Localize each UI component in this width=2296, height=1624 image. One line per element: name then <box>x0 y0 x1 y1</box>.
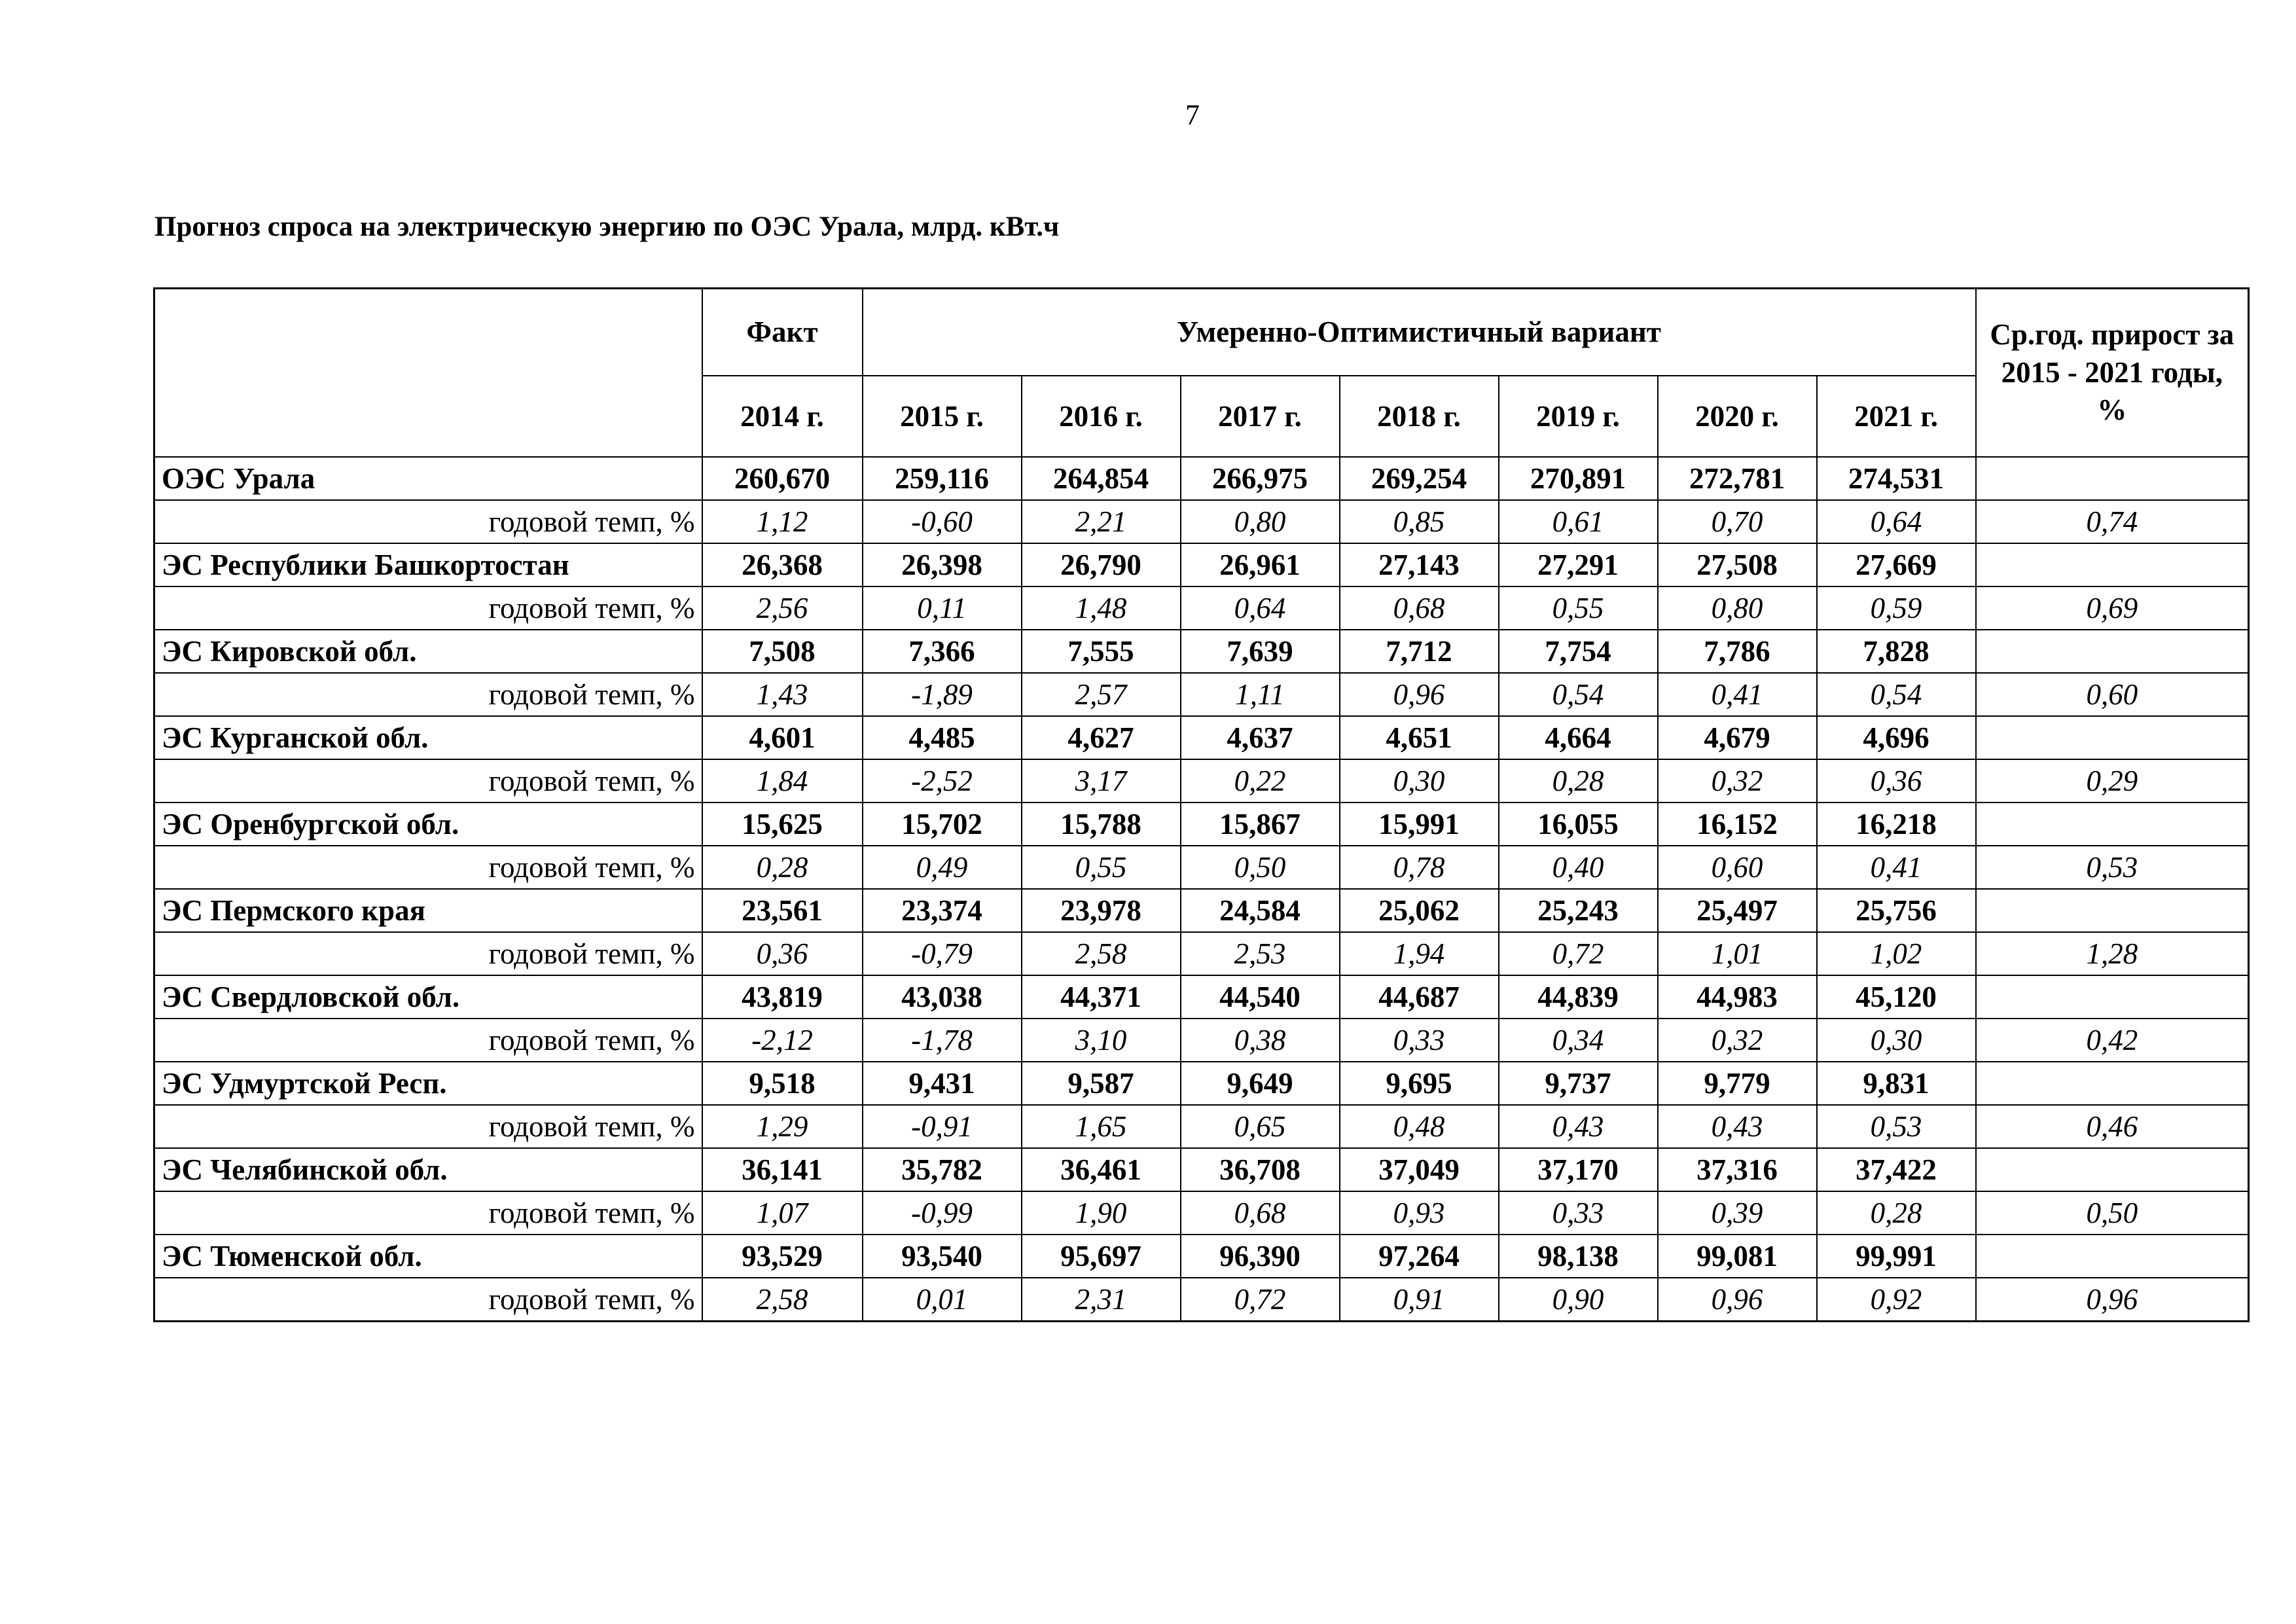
rate-label: годовой темп, % <box>154 500 702 543</box>
table-row <box>154 1148 2249 1191</box>
demand-value: 26,368 <box>702 543 863 586</box>
header-year: 2017 г. <box>1181 376 1340 457</box>
region-name: ЭС Свердловской обл. <box>154 975 702 1019</box>
demand-value: 9,695 <box>1340 1062 1499 1105</box>
demand-value: 27,508 <box>1658 543 1817 586</box>
header-year: 2014 г. <box>702 376 863 457</box>
table-row-rate <box>154 759 2249 803</box>
demand-value: 99,081 <box>1658 1235 1817 1278</box>
avg-empty-cell <box>1976 1062 2249 1105</box>
rate-value: 0,80 <box>1658 586 1817 630</box>
rate-value: 0,55 <box>1499 586 1658 630</box>
table-row <box>154 803 2249 846</box>
demand-value: 4,696 <box>1817 716 1976 759</box>
rate-value: 1,48 <box>1022 586 1181 630</box>
rate-label: годовой темп, % <box>154 1105 702 1148</box>
avg-empty-cell <box>1976 716 2249 759</box>
rate-value: 0,61 <box>1499 500 1658 543</box>
table-row-rate <box>154 1019 2249 1062</box>
rate-value: 0,43 <box>1658 1105 1817 1148</box>
demand-value: 26,961 <box>1181 543 1340 586</box>
table-row <box>154 457 2249 500</box>
demand-value: 44,983 <box>1658 975 1817 1019</box>
header-variant: Умеренно-Оптимистичный вариант <box>863 289 1976 376</box>
demand-value: 27,669 <box>1817 543 1976 586</box>
rate-value: 0,92 <box>1817 1278 1976 1322</box>
demand-value: 93,529 <box>702 1235 863 1278</box>
rate-value: 1,90 <box>1022 1191 1181 1235</box>
rate-value: 0,50 <box>1181 846 1340 889</box>
rate-label: годовой темп, % <box>154 846 702 889</box>
avg-growth-value: 0,29 <box>1976 759 2249 803</box>
demand-value: 43,819 <box>702 975 863 1019</box>
rate-value: 0,80 <box>1181 500 1340 543</box>
demand-value: 266,975 <box>1181 457 1340 500</box>
header-avg-growth: Ср.год. прирост за 2015 - 2021 годы, % <box>1976 289 2249 458</box>
rate-value: -2,12 <box>702 1019 863 1062</box>
demand-value: 25,062 <box>1340 889 1499 932</box>
rate-value: 2,53 <box>1181 932 1340 975</box>
table-row-rate <box>154 932 2249 975</box>
demand-value: 36,461 <box>1022 1148 1181 1191</box>
rate-value: 0,36 <box>702 932 863 975</box>
demand-value: 270,891 <box>1499 457 1658 500</box>
rate-value: 0,43 <box>1499 1105 1658 1148</box>
rate-value: 1,11 <box>1181 673 1340 716</box>
demand-value: 25,243 <box>1499 889 1658 932</box>
rate-value: 0,30 <box>1817 1019 1976 1062</box>
avg-growth-value: 0,46 <box>1976 1105 2249 1148</box>
demand-value: 274,531 <box>1817 457 1976 500</box>
rate-value: 3,10 <box>1022 1019 1181 1062</box>
rate-value: 0,96 <box>1340 673 1499 716</box>
avg-growth-value: 0,60 <box>1976 673 2249 716</box>
demand-value: 26,398 <box>863 543 1022 586</box>
demand-value: 264,854 <box>1022 457 1181 500</box>
rate-value: 0,91 <box>1340 1278 1499 1322</box>
rate-value: 0,22 <box>1181 759 1340 803</box>
demand-value: 9,737 <box>1499 1062 1658 1105</box>
demand-value: 36,708 <box>1181 1148 1340 1191</box>
table-row-rate <box>154 500 2249 543</box>
table-row-rate <box>154 846 2249 889</box>
page-number: 7 <box>1185 99 1200 131</box>
demand-value: 23,561 <box>702 889 863 932</box>
demand-value: 7,366 <box>863 630 1022 673</box>
table-row <box>154 975 2249 1019</box>
rate-value: 1,01 <box>1658 932 1817 975</box>
rate-value: 0,11 <box>863 586 1022 630</box>
rate-label: годовой темп, % <box>154 1278 702 1322</box>
rate-label: годовой темп, % <box>154 1191 702 1235</box>
demand-value: 7,639 <box>1181 630 1340 673</box>
demand-value: 15,991 <box>1340 803 1499 846</box>
region-name: ЭС Пермского края <box>154 889 702 932</box>
demand-value: 7,828 <box>1817 630 1976 673</box>
demand-value: 16,055 <box>1499 803 1658 846</box>
region-name: ЭС Курганской обл. <box>154 716 702 759</box>
avg-empty-cell <box>1976 889 2249 932</box>
demand-value: 23,374 <box>863 889 1022 932</box>
rate-value: 0,36 <box>1817 759 1976 803</box>
demand-value: 16,152 <box>1658 803 1817 846</box>
avg-empty-cell <box>1976 543 2249 586</box>
demand-value: 7,508 <box>702 630 863 673</box>
rate-value: 2,56 <box>702 586 863 630</box>
rate-label: годовой темп, % <box>154 673 702 716</box>
rate-label: годовой темп, % <box>154 932 702 975</box>
table-row-rate <box>154 1278 2249 1322</box>
demand-value: 44,687 <box>1340 975 1499 1019</box>
rate-value: -0,99 <box>863 1191 1022 1235</box>
table-row <box>154 630 2249 673</box>
demand-value: 44,371 <box>1022 975 1181 1019</box>
demand-value: 4,601 <box>702 716 863 759</box>
demand-value: 272,781 <box>1658 457 1817 500</box>
rate-value: 3,17 <box>1022 759 1181 803</box>
rate-value: 0,54 <box>1817 673 1976 716</box>
rate-value: 0,32 <box>1658 759 1817 803</box>
demand-value: 26,790 <box>1022 543 1181 586</box>
demand-value: 15,702 <box>863 803 1022 846</box>
rate-value: 0,55 <box>1022 846 1181 889</box>
header-fact: Факт <box>702 289 863 376</box>
table-row <box>154 543 2249 586</box>
rate-value: 0,65 <box>1181 1105 1340 1148</box>
rate-value: 1,43 <box>702 673 863 716</box>
rate-value: 0,33 <box>1340 1019 1499 1062</box>
avg-empty-cell <box>1976 1148 2249 1191</box>
rate-value: 0,01 <box>863 1278 1022 1322</box>
avg-growth-value: 1,28 <box>1976 932 2249 975</box>
rate-value: 1,65 <box>1022 1105 1181 1148</box>
demand-value: 4,485 <box>863 716 1022 759</box>
rate-label: годовой темп, % <box>154 586 702 630</box>
avg-empty-cell <box>1976 1235 2249 1278</box>
demand-value: 93,540 <box>863 1235 1022 1278</box>
demand-value: 98,138 <box>1499 1235 1658 1278</box>
demand-value: 16,218 <box>1817 803 1976 846</box>
rate-value: -1,89 <box>863 673 1022 716</box>
rate-value: 2,21 <box>1022 500 1181 543</box>
rate-value: 0,48 <box>1340 1105 1499 1148</box>
rate-value: 0,64 <box>1817 500 1976 543</box>
demand-value: 9,831 <box>1817 1062 1976 1105</box>
header-year: 2018 г. <box>1340 376 1499 457</box>
avg-growth-value: 0,69 <box>1976 586 2249 630</box>
table-row <box>154 1062 2249 1105</box>
demand-value: 7,754 <box>1499 630 1658 673</box>
demand-value: 35,782 <box>863 1148 1022 1191</box>
avg-growth-value: 0,74 <box>1976 500 2249 543</box>
demand-value: 27,291 <box>1499 543 1658 586</box>
rate-value: -0,79 <box>863 932 1022 975</box>
rate-value: 0,96 <box>1658 1278 1817 1322</box>
demand-value: 23,978 <box>1022 889 1181 932</box>
demand-value: 97,264 <box>1340 1235 1499 1278</box>
rate-value: -0,60 <box>863 500 1022 543</box>
region-name: ЭС Челябинской обл. <box>154 1148 702 1191</box>
rate-value: 0,38 <box>1181 1019 1340 1062</box>
demand-value: 44,839 <box>1499 975 1658 1019</box>
avg-empty-cell <box>1976 630 2249 673</box>
demand-value: 25,756 <box>1817 889 1976 932</box>
demand-value: 45,120 <box>1817 975 1976 1019</box>
demand-value: 4,637 <box>1181 716 1340 759</box>
region-name: ЭС Тюменской обл. <box>154 1235 702 1278</box>
demand-value: 15,867 <box>1181 803 1340 846</box>
header-year: 2020 г. <box>1658 376 1817 457</box>
rate-value: -0,91 <box>863 1105 1022 1148</box>
demand-value: 4,651 <box>1340 716 1499 759</box>
rate-value: 0,34 <box>1499 1019 1658 1062</box>
rate-value: 0,70 <box>1658 500 1817 543</box>
demand-value: 7,786 <box>1658 630 1817 673</box>
rate-value: 0,59 <box>1817 586 1976 630</box>
rate-value: 0,28 <box>702 846 863 889</box>
demand-forecast-table <box>153 287 2250 1322</box>
demand-value: 36,141 <box>702 1148 863 1191</box>
rate-value: 0,54 <box>1499 673 1658 716</box>
rate-value: 1,02 <box>1817 932 1976 975</box>
demand-value: 7,712 <box>1340 630 1499 673</box>
table-row-rate <box>154 586 2249 630</box>
table-row <box>154 716 2249 759</box>
demand-value: 15,788 <box>1022 803 1181 846</box>
avg-empty-cell <box>1976 803 2249 846</box>
rate-value: 0,39 <box>1658 1191 1817 1235</box>
avg-empty-cell <box>1976 457 2249 500</box>
rate-value: 1,84 <box>702 759 863 803</box>
demand-value: 37,316 <box>1658 1148 1817 1191</box>
rate-value: 0,72 <box>1499 932 1658 975</box>
rate-label: годовой темп, % <box>154 1019 702 1062</box>
demand-value: 260,670 <box>702 457 863 500</box>
demand-value: 96,390 <box>1181 1235 1340 1278</box>
rate-value: 0,40 <box>1499 846 1658 889</box>
header-empty-cell <box>154 289 702 458</box>
demand-value: 44,540 <box>1181 975 1340 1019</box>
region-name: ЭС Удмуртской Респ. <box>154 1062 702 1105</box>
demand-value: 25,497 <box>1658 889 1817 932</box>
rate-value: 0,68 <box>1181 1191 1340 1235</box>
rate-value: 1,94 <box>1340 932 1499 975</box>
avg-growth-value: 0,53 <box>1976 846 2249 889</box>
demand-value: 9,518 <box>702 1062 863 1105</box>
rate-value: 0,30 <box>1340 759 1499 803</box>
demand-value: 4,679 <box>1658 716 1817 759</box>
rate-value: 0,41 <box>1658 673 1817 716</box>
demand-value: 4,627 <box>1022 716 1181 759</box>
table-row-rate <box>154 1191 2249 1235</box>
rate-label: годовой темп, % <box>154 759 702 803</box>
demand-value: 37,049 <box>1340 1148 1499 1191</box>
rate-value: 0,28 <box>1499 759 1658 803</box>
rate-value: 0,60 <box>1658 846 1817 889</box>
header-year: 2015 г. <box>863 376 1022 457</box>
region-name: ЭС Оренбургской обл. <box>154 803 702 846</box>
header-year: 2019 г. <box>1499 376 1658 457</box>
demand-value: 9,779 <box>1658 1062 1817 1105</box>
rate-value: 2,58 <box>702 1278 863 1322</box>
demand-value: 95,697 <box>1022 1235 1181 1278</box>
rate-value: 2,57 <box>1022 673 1181 716</box>
table-row-rate <box>154 673 2249 716</box>
avg-growth-value: 0,50 <box>1976 1191 2249 1235</box>
demand-value: 37,170 <box>1499 1148 1658 1191</box>
region-name: ОЭС Урала <box>154 457 702 500</box>
avg-growth-value: 0,96 <box>1976 1278 2249 1322</box>
header-year: 2021 г. <box>1817 376 1976 457</box>
demand-value: 24,584 <box>1181 889 1340 932</box>
table-row <box>154 889 2249 932</box>
demand-value: 7,555 <box>1022 630 1181 673</box>
demand-value: 15,625 <box>702 803 863 846</box>
rate-value: 0,93 <box>1340 1191 1499 1235</box>
demand-value: 43,038 <box>863 975 1022 1019</box>
demand-value: 9,431 <box>863 1062 1022 1105</box>
rate-value: 2,31 <box>1022 1278 1181 1322</box>
rate-value: 0,78 <box>1340 846 1499 889</box>
table-row <box>154 1235 2249 1278</box>
rate-value: 0,64 <box>1181 586 1340 630</box>
demand-value: 9,649 <box>1181 1062 1340 1105</box>
demand-value: 99,991 <box>1817 1235 1976 1278</box>
rate-value: 0,85 <box>1340 500 1499 543</box>
rate-value: -2,52 <box>863 759 1022 803</box>
rate-value: -1,78 <box>863 1019 1022 1062</box>
rate-value: 0,53 <box>1817 1105 1976 1148</box>
table-row-rate <box>154 1105 2249 1148</box>
rate-value: 0,72 <box>1181 1278 1340 1322</box>
demand-value: 9,587 <box>1022 1062 1181 1105</box>
demand-value: 269,254 <box>1340 457 1499 500</box>
region-name: ЭС Республики Башкортостан <box>154 543 702 586</box>
demand-value: 4,664 <box>1499 716 1658 759</box>
rate-value: 0,32 <box>1658 1019 1817 1062</box>
rate-value: 0,68 <box>1340 586 1499 630</box>
avg-growth-value: 0,42 <box>1976 1019 2249 1062</box>
demand-value: 259,116 <box>863 457 1022 500</box>
rate-value: 0,90 <box>1499 1278 1658 1322</box>
rate-value: 0,49 <box>863 846 1022 889</box>
demand-value: 27,143 <box>1340 543 1499 586</box>
avg-empty-cell <box>1976 975 2249 1019</box>
table-title: Прогноз спроса на электрическую энергию по ОЭС Урала, млрд. кВт.ч <box>154 211 1060 242</box>
rate-value: 1,07 <box>702 1191 863 1235</box>
rate-value: 1,12 <box>702 500 863 543</box>
header-year: 2016 г. <box>1022 376 1181 457</box>
rate-value: 1,29 <box>702 1105 863 1148</box>
region-name: ЭС Кировской обл. <box>154 630 702 673</box>
rate-value: 0,41 <box>1817 846 1976 889</box>
rate-value: 0,33 <box>1499 1191 1658 1235</box>
rate-value: 0,28 <box>1817 1191 1976 1235</box>
demand-value: 37,422 <box>1817 1148 1976 1191</box>
rate-value: 2,58 <box>1022 932 1181 975</box>
